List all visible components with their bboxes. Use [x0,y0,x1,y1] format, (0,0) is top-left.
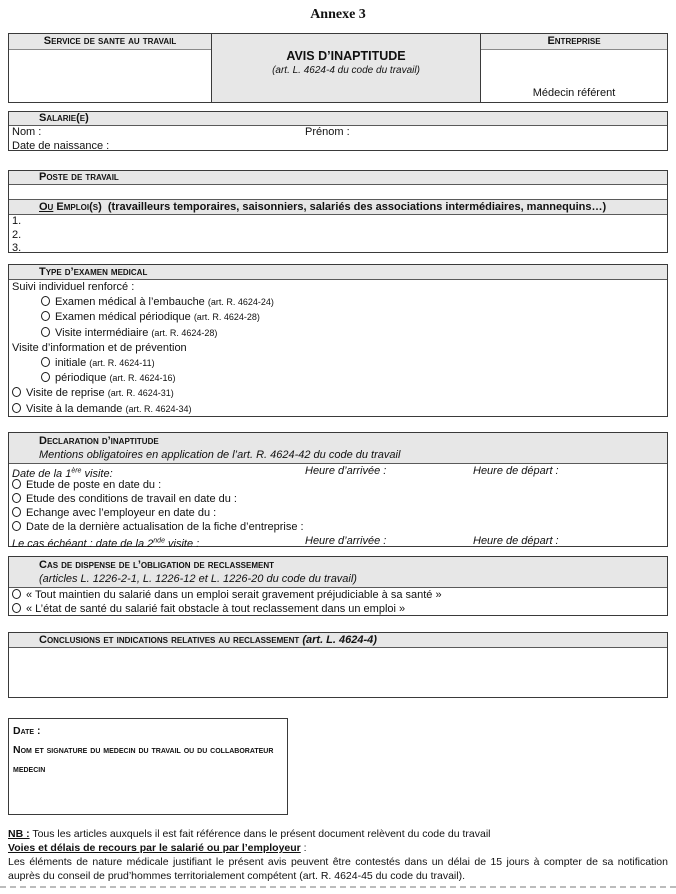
salarie-birth-row [9,140,667,154]
conclusions-header [9,633,667,648]
dispense-header [9,557,667,588]
radio-periodique-exam[interactable] [41,311,50,321]
header-cell-entreprise [481,34,667,102]
radio-row-periodique-vip [9,371,667,386]
entreprise-title: Entreprise [481,34,667,50]
radio-row-maintien [9,588,667,602]
embauche-label: Examen médical à l’embauche [55,296,208,309]
declaration-subtitle: Mentions obligatoires en application de l’art. R. 4624-42 du code du travail [39,449,401,461]
radio-initiale[interactable] [41,357,50,367]
salarie-header: Salarie(e) [9,112,667,126]
radio-row-etat-sante [9,602,667,616]
dispense-subtitle: (articles L. 1226-2-1, L. 1226-12 et L. 1226-20 du code du travail) [39,573,357,585]
periodique-vip-label: périodique [55,372,110,385]
nb-note [8,828,668,842]
annex-title: Annexe 3 [310,7,366,22]
medecin-referent-label: Médecin référent [532,87,616,99]
radio-intermediaire[interactable] [41,327,50,337]
recours-colon: : [300,842,307,854]
initiale-art: (art. R. 4624-11) [89,357,155,368]
visit2-label: Le cas échéant : date de la 2nde visite : [12,537,200,550]
nb-text: Tous les articles auxquels il est fait référence dans le présent document relèvent du code du travail [29,828,491,840]
header-cell-service [9,34,212,102]
recours-note [8,842,668,856]
radio-etat-sante[interactable] [12,603,21,613]
radio-row-embauche [9,295,667,310]
radio-fiche-entreprise[interactable] [12,521,21,531]
radio-etude-poste[interactable] [12,479,21,489]
naissance-label: Date de naissance : [12,139,110,152]
radio-row-periodique-exam [9,310,667,325]
radio-demande[interactable] [12,403,21,413]
nb-label: NB : [8,828,30,840]
section-declaration [8,432,668,550]
reprise-label: Visite de reprise [26,387,108,400]
periodique-exam-art: (art. R. 4624-28) [193,312,260,323]
radio-etude-conditions[interactable] [12,493,21,503]
demande-label: Visite à la demande [26,402,126,415]
radio-row-reprise [9,386,667,401]
emploi-label: Emploi(s) [56,201,102,213]
arrivee-label-2: Heure d’arrivée : [305,535,387,547]
intermediaire-label: Visite intermédiaire [55,326,152,339]
radio-row-etude-conditions [9,492,667,506]
avis-subtitle: (art. L. 4624-4 du code du travail) [272,65,420,76]
section-signature [8,718,288,815]
conclusions-art: (art. L. 4624-4) [302,634,377,646]
initiale-label: initiale [55,356,90,369]
radio-periodique-vip[interactable] [41,372,50,382]
declaration-header [9,433,667,464]
embauche-art: (art. R. 4624-24) [207,297,274,308]
conclusions-title: Conclusions et indications relatives au reclassement [39,634,300,646]
radio-embauche[interactable] [41,296,50,306]
emploi-line-3: 3. [12,242,22,254]
maintien-label: « Tout maintien du salarié dans un emploi serait gravement préjudiciable à sa santé » [26,589,442,601]
etude-poste-label: Etude de poste en date du : [26,479,162,491]
poste-blank-row [9,185,667,199]
periodique-exam-label: Examen médical périodique [55,311,194,324]
radio-reprise[interactable] [12,387,21,397]
avis-title: AVIS D’INAPTITUDE [286,49,406,63]
emploi-line-2: 2. [12,228,22,241]
demande-art: (art. R. 4624-34) [125,403,192,414]
radio-row-fiche-entreprise [9,520,667,534]
radio-row-demande [9,402,667,417]
radio-row-initiale [9,356,667,371]
nom-label: Nom : [12,126,42,138]
emploi-header [9,199,667,215]
vip-label: Visite d’information et de prévention [12,341,187,354]
arrivee-label-1: Heure d’arrivée : [305,465,387,477]
date-label: Date : [13,725,41,737]
declaration-title: Declaration d’inaptitude [39,435,159,447]
header-cell-avis [212,34,481,102]
header-table [8,33,668,103]
prenom-label: Prénom : [305,126,350,138]
etat-sante-label: « L’état de santé du salarié fait obstacle à tout reclassement dans un emploi » [26,603,406,615]
medecin-signature-label: Nom et signature du medecin du travail ou du collaborateur medecin [13,744,274,775]
ou-label: Ou [39,201,54,213]
service-sante-title: Service de sante au travail [9,34,211,50]
section-conclusions [8,632,668,698]
section-salarie [8,111,668,151]
section-poste [8,170,668,253]
recours-label: Voies et délais de recours par le salarié ou par l’employeur [8,842,301,854]
echange-employeur-label: Echange avec l’employeur en date du : [26,507,217,519]
etude-conditions-label: Etude des conditions de travail en date du : [26,493,237,505]
visit2-row [9,534,667,548]
radio-row-intermediaire [9,326,667,341]
emploi-line-1: 1. [12,215,22,227]
periodique-vip-art: (art. R. 4624-16) [109,373,176,384]
intermediaire-art: (art. R. 4624-28) [151,327,218,338]
type-examen-header: Type d’examen medical [9,265,667,280]
salarie-name-row [9,126,667,140]
reprise-art: (art. R. 4624-31) [107,388,174,399]
recours-text: Les éléments de nature médicale justifiant le présent avis peuvent être contestés dans un délai de 15 jours à compter de sa notification auprès du conseil de prud’hommes territorialement compétent (art. R. 4624-45 du code du travail). [8,856,668,882]
cut-line [0,886,676,888]
fiche-entreprise-label: Date de la dernière actualisation de la fiche d’entreprise : [26,521,304,533]
depart-label-1: Heure de départ : [473,465,559,477]
emploi-note: (travailleurs temporaires, saisonniers, salariés des associations intermédiaires, mannequins…) [107,201,607,213]
radio-row-etude-poste [9,478,667,492]
radio-row-echange-employeur [9,506,667,520]
poste-header: Poste de travail [9,171,667,185]
radio-echange-employeur[interactable] [12,507,21,517]
dispense-title: Cas de dispense de l’obligation de reclassement [39,559,274,571]
depart-label-2: Heure de départ : [473,535,559,547]
section-dispense [8,556,668,616]
visit1-row [9,464,667,478]
suivi-renforce-label: Suivi individuel renforcé : [12,281,135,293]
section-type-examen [8,264,668,417]
visit1-label: Date de la 1ère visite: [12,467,113,480]
radio-maintien[interactable] [12,589,21,599]
